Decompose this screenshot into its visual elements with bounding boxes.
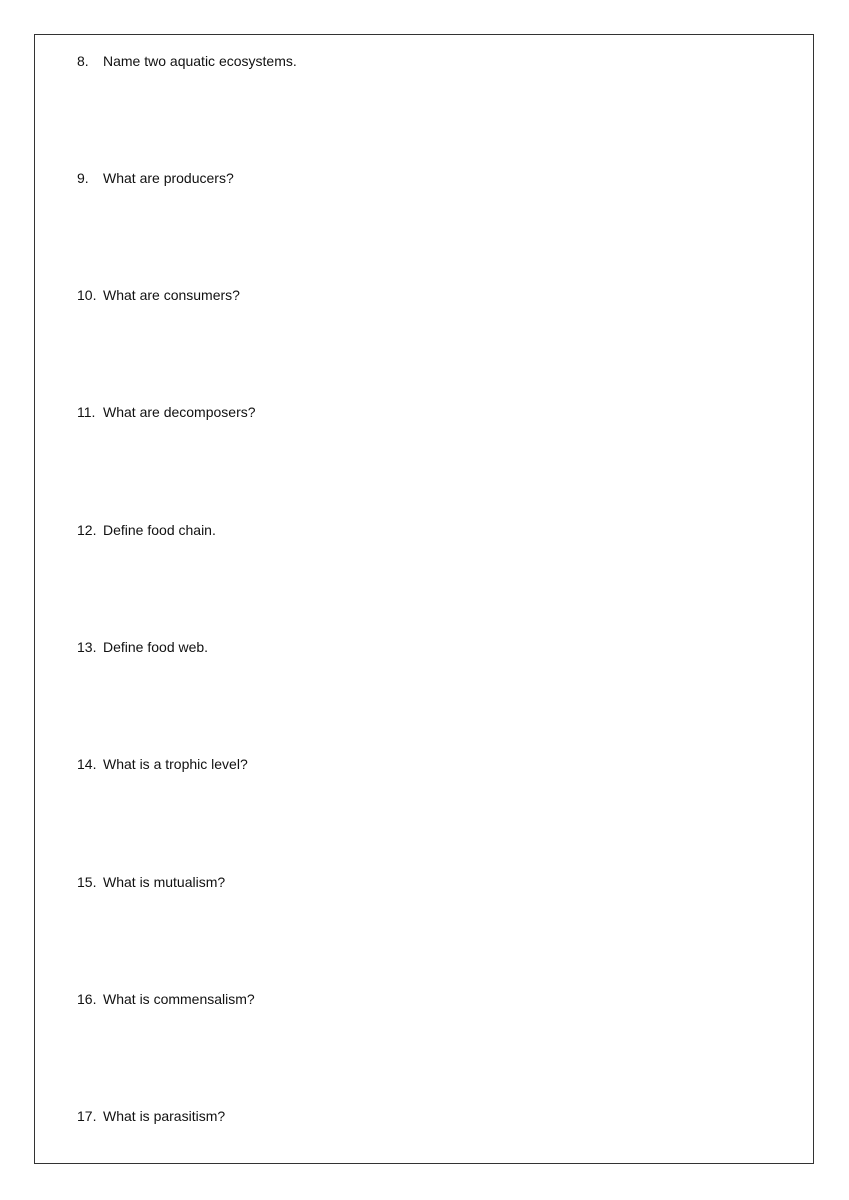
question-text: What is parasitism? — [103, 1108, 226, 1124]
question-number: 14. — [77, 756, 97, 772]
question-number: 12. — [77, 522, 97, 538]
question-text: What is mutualism? — [103, 874, 226, 890]
question-number: 9. — [77, 170, 89, 186]
question-text: What are consumers? — [103, 287, 240, 303]
question-number: 10. — [77, 287, 97, 303]
question-13 — [77, 639, 208, 656]
question-number: 11. — [77, 404, 96, 420]
question-15 — [77, 874, 225, 891]
question-text: Name two aquatic ecosystems. — [103, 53, 297, 69]
question-text: Define food chain. — [103, 522, 216, 538]
question-text: What is commensalism? — [103, 991, 255, 1007]
question-11 — [77, 404, 256, 421]
question-16 — [77, 991, 255, 1008]
question-text: Define food web. — [103, 639, 209, 655]
question-14 — [77, 756, 248, 773]
question-9 — [77, 170, 234, 187]
question-number: 8. — [77, 53, 89, 69]
question-12 — [77, 522, 216, 539]
question-text: What are decomposers? — [103, 404, 256, 420]
question-number: 13. — [77, 639, 97, 655]
question-text: What is a trophic level? — [103, 756, 248, 772]
question-number: 15. — [77, 874, 97, 890]
question-17 — [77, 1108, 225, 1125]
worksheet-page — [34, 34, 814, 1164]
question-number: 17. — [77, 1108, 97, 1124]
question-10 — [77, 287, 240, 304]
question-text: What are producers? — [103, 170, 234, 186]
question-number: 16. — [77, 991, 97, 1007]
question-8 — [77, 53, 297, 70]
